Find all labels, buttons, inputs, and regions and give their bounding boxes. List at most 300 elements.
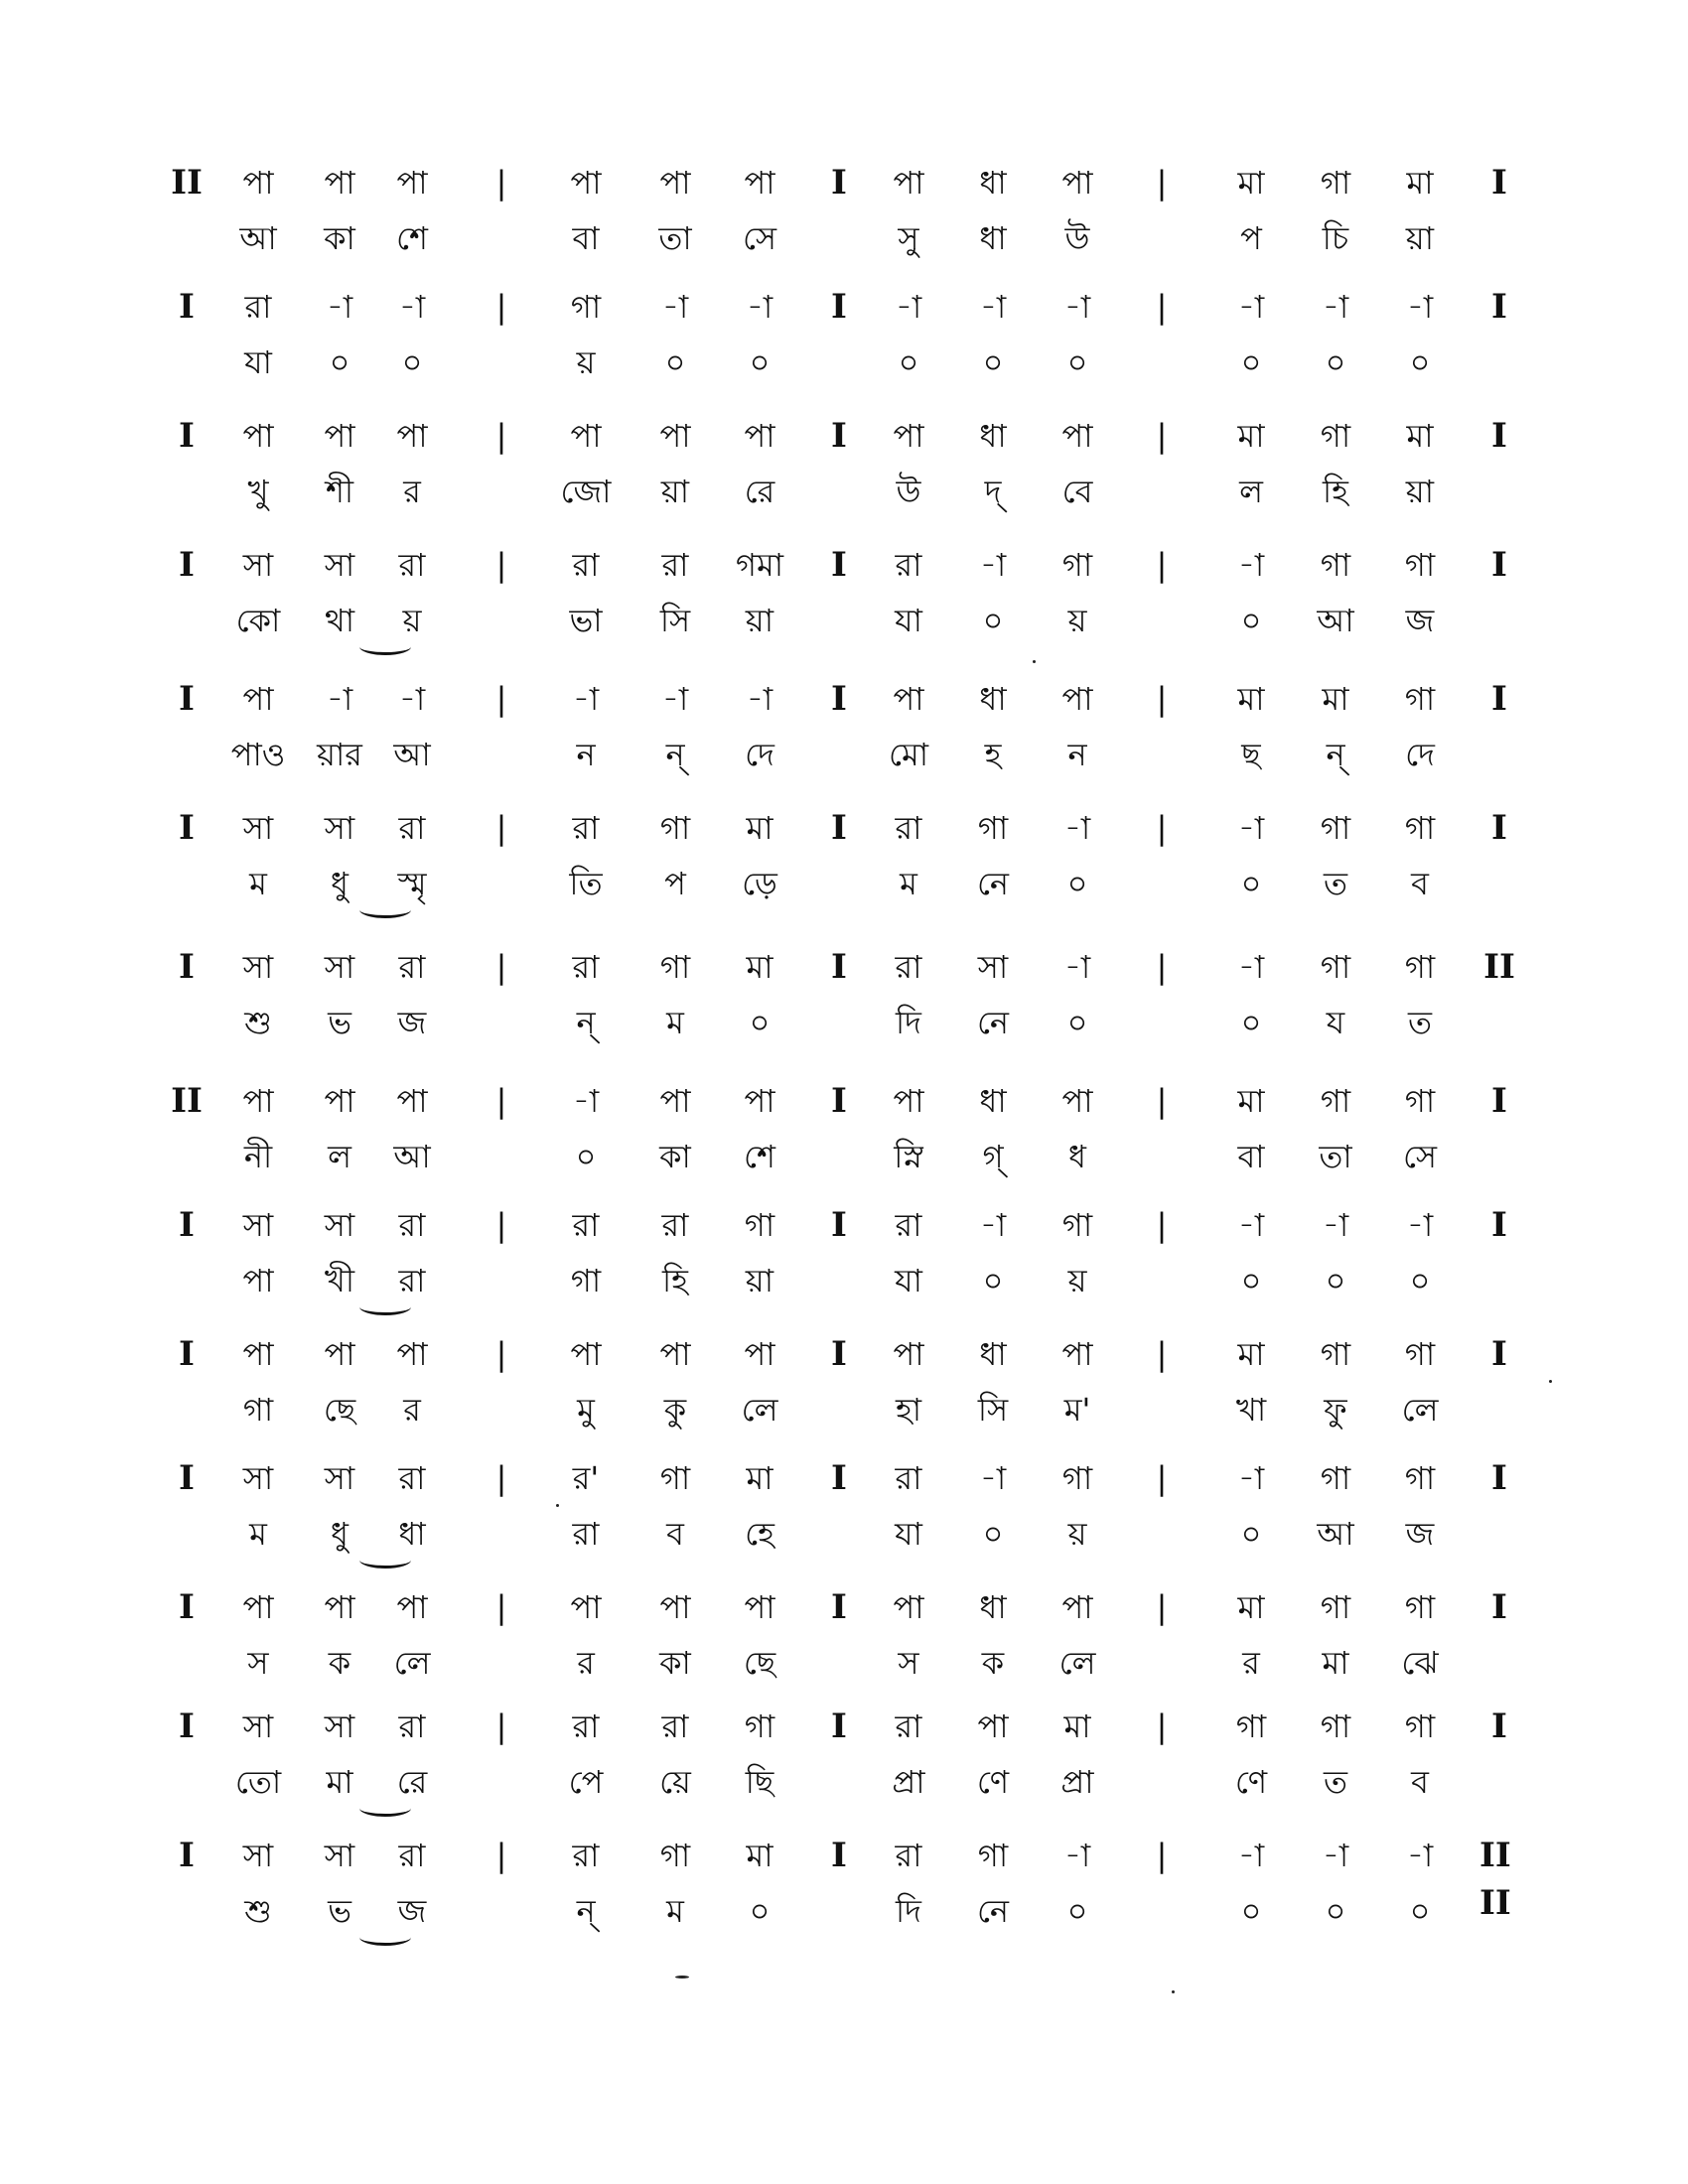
note-cell: মা [746, 809, 774, 847]
note-cell: রা [572, 1707, 600, 1745]
barline: I [831, 947, 847, 987]
note-cell: রা [895, 1206, 922, 1244]
end-barline: I [1491, 416, 1507, 456]
start-barline: I [179, 1706, 195, 1746]
note-cell: রা [572, 1837, 600, 1874]
slur-mark [359, 1800, 411, 1817]
note-cell: সা [242, 546, 274, 584]
barline: | [495, 948, 507, 986]
note-cell: গা [659, 809, 691, 847]
note-cell: -া [1063, 809, 1091, 847]
lyric-syllable: দি [896, 1004, 921, 1041]
end-barline: II II [1479, 1836, 1511, 1923]
notation-row [149, 1583, 1539, 1703]
lyric-syllable: য়ার [317, 736, 362, 773]
note-cell: পা [1061, 1588, 1093, 1626]
lyric-syllable: ধা [398, 1515, 426, 1553]
note-cell: পা [396, 1588, 428, 1626]
note-cell: গা [1061, 1206, 1093, 1244]
swaralipi-line [149, 1832, 1539, 1923]
start-barline: II [171, 1081, 203, 1121]
note-cell: মা [746, 948, 774, 986]
note-cell: পা [893, 417, 924, 455]
lyric-syllable: কা [659, 1644, 691, 1682]
start-barline: I [179, 808, 195, 848]
lyric-syllable: রে [396, 1763, 428, 1801]
notation-row [149, 804, 1539, 923]
note-cell: রা [895, 948, 922, 986]
lyric-syllable: ধু [331, 865, 349, 902]
lyric-syllable: ল [328, 1138, 352, 1175]
note-cell: পা [570, 164, 602, 202]
lyric-syllable: র [1242, 1644, 1260, 1682]
note-cell: গা [1320, 1707, 1351, 1745]
barline: | [1156, 1082, 1168, 1120]
lyric-syllable: প্রা [1060, 1763, 1094, 1801]
lyric-syllable: রে [744, 473, 775, 510]
lyric-syllable: ব [1411, 865, 1429, 902]
lyrics-line [149, 1510, 1539, 1558]
note-cell: গা [744, 1206, 775, 1244]
lyric-syllable: য়ে [659, 1763, 691, 1801]
note-cell: মা [1406, 164, 1434, 202]
slur-mark [359, 1929, 411, 1946]
lyric-syllable: মা [326, 1763, 353, 1801]
note-cell: -া [1237, 1837, 1265, 1874]
lyric-syllable: ০ [749, 343, 771, 381]
lyric-syllable: প্রা [892, 1763, 925, 1801]
note-cell: গা [570, 288, 602, 326]
note-cell: -া [572, 1082, 600, 1120]
lyric-syllable: জ [1405, 1515, 1435, 1553]
lyric-syllable: বে [1061, 473, 1093, 510]
barline: | [495, 1837, 507, 1874]
barline: | [1156, 546, 1168, 584]
note-cell: -া [1237, 948, 1265, 986]
note-cell: রা [398, 948, 426, 986]
end-barline: I [1491, 545, 1507, 585]
lyric-syllable: স [247, 1644, 269, 1682]
barline: I [831, 1081, 847, 1121]
lyric-syllable: ০ [329, 343, 351, 381]
note-cell: গা [1320, 1335, 1351, 1373]
note-cell: -া [398, 288, 426, 326]
note-cell: গা [1404, 948, 1436, 986]
note-cell: পা [1061, 164, 1093, 202]
lyric-syllable: জ [397, 1004, 427, 1041]
lyric-syllable: ০ [664, 343, 686, 381]
note-cell: সা [242, 1707, 274, 1745]
note-cell: রা [661, 1206, 689, 1244]
lyric-syllable: ছে [323, 1391, 356, 1429]
lyric-syllable: হে [745, 1515, 774, 1553]
lyric-syllable: র [577, 1644, 595, 1682]
note-cell: গা [1404, 1082, 1436, 1120]
note-cell: -া [1406, 1206, 1434, 1244]
note-cell: গা [1061, 1459, 1093, 1497]
note-cell: পা [242, 680, 274, 718]
lyric-syllable: ভা [569, 602, 603, 639]
note-cell: রা [398, 1206, 426, 1244]
note-cell: -া [979, 288, 1007, 326]
note-cell: সা [324, 809, 355, 847]
note-cell: র' [572, 1459, 600, 1497]
swaralipi-line [149, 1583, 1539, 1631]
lyric-syllable: ০ [982, 1515, 1004, 1553]
slur-mark [359, 1298, 411, 1315]
swaralipi-line [149, 412, 1539, 460]
barline: | [1156, 809, 1168, 847]
note-cell: -া [326, 288, 353, 326]
start-barline: I [179, 947, 195, 987]
scan-speck [675, 1976, 689, 1979]
barline: | [1156, 1707, 1168, 1745]
lyric-syllable: ন্ [576, 1004, 596, 1041]
lyric-syllable: ত [1323, 1763, 1348, 1801]
note-cell: পা [893, 680, 924, 718]
lyric-syllable: ন [1067, 736, 1087, 773]
lyric-syllable: রা [572, 1515, 600, 1553]
barline: I [831, 1706, 847, 1746]
end-barline: I [1491, 163, 1507, 203]
start-barline: I [179, 416, 195, 456]
lyric-syllable: য় [1067, 1262, 1087, 1299]
lyrics-line [149, 860, 1539, 907]
note-cell: মা [1063, 1707, 1091, 1745]
barline: | [495, 1082, 507, 1120]
note-cell: -া [1322, 288, 1349, 326]
lyric-syllable: সে [742, 219, 777, 257]
barline: | [495, 809, 507, 847]
note-cell: -া [1237, 288, 1265, 326]
notation-row [149, 159, 1539, 278]
note-cell: পা [1061, 1082, 1093, 1120]
note-cell: পা [1061, 417, 1093, 455]
scan-speck [1033, 660, 1036, 663]
lyric-syllable: পাও [230, 736, 286, 773]
end-barline: II [1483, 947, 1515, 987]
barline: | [1156, 1837, 1168, 1874]
lyrics-line [149, 468, 1539, 515]
start-barline: I [179, 1334, 195, 1374]
lyric-syllable: হি [662, 1262, 688, 1299]
note-cell: পা [1061, 1335, 1093, 1373]
lyric-syllable: ধ [1068, 1138, 1086, 1175]
lyric-syllable: ০ [1066, 1004, 1088, 1041]
lyric-syllable: য় [1067, 602, 1087, 639]
lyric-syllable: ০ [1240, 1515, 1262, 1553]
lyric-syllable: ০ [575, 1138, 597, 1175]
note-cell: গমা [735, 546, 784, 584]
lyric-syllable: সি [659, 602, 691, 639]
lyric-syllable: ০ [898, 343, 919, 381]
note-cell: পা [744, 417, 775, 455]
lyric-syllable: আ [393, 736, 431, 773]
note-cell: পা [396, 1335, 428, 1373]
note-cell: -া [1322, 1837, 1349, 1874]
lyric-syllable: শী [325, 473, 354, 510]
lyric-syllable: মু [577, 1391, 595, 1429]
lyric-syllable: মো [888, 736, 929, 773]
note-cell: গা [659, 1459, 691, 1497]
lyric-syllable: ০ [1066, 1892, 1088, 1930]
slur-mark [359, 901, 411, 918]
lyric-syllable: তা [658, 219, 692, 257]
barline: | [495, 1707, 507, 1745]
swaralipi-line [149, 1201, 1539, 1249]
note-cell: গা [744, 1707, 775, 1745]
lyric-syllable: ০ [1066, 865, 1088, 902]
lyrics-line [149, 1257, 1539, 1304]
lyric-syllable: শে [396, 219, 428, 257]
end-barline: I [1491, 808, 1507, 848]
note-cell: মা [746, 1837, 774, 1874]
note-cell: পা [744, 1082, 775, 1120]
lyric-syllable: মা [1322, 1644, 1349, 1682]
note-cell: পা [659, 164, 691, 202]
lyric-syllable: জ [397, 1892, 427, 1930]
lyric-syllable: ছে [743, 1644, 776, 1682]
barline: | [495, 164, 507, 202]
note-cell: পা [744, 164, 775, 202]
note-cell: পা [396, 417, 428, 455]
lyric-syllable: রা [398, 1262, 426, 1299]
lyric-syllable: আ [239, 219, 277, 257]
note-cell: সা [324, 1707, 355, 1745]
scan-speck [556, 1504, 559, 1507]
lyric-syllable: ০ [982, 1262, 1004, 1299]
barline: | [495, 1588, 507, 1626]
note-cell: পা [659, 1082, 691, 1120]
note-cell: পা [242, 417, 274, 455]
note-cell: মা [1237, 680, 1265, 718]
end-barline: I [1491, 679, 1507, 719]
swaralipi-line [149, 1703, 1539, 1750]
barline: | [1156, 417, 1168, 455]
note-cell: গা [659, 1837, 691, 1874]
lyric-syllable: দি [896, 1892, 921, 1930]
note-cell: রা [398, 546, 426, 584]
note-cell: পা [324, 1082, 355, 1120]
note-cell: রা [895, 1707, 922, 1745]
lyric-syllable: গা [242, 1391, 274, 1429]
lyrics-line [149, 999, 1539, 1046]
note-cell: গা [1404, 1459, 1436, 1497]
lyric-syllable: দে [745, 736, 774, 773]
note-cell: মা [1237, 164, 1265, 202]
note-cell: -া [1237, 1459, 1265, 1497]
note-cell: -া [979, 1206, 1007, 1244]
note-cell: সা [242, 1837, 274, 1874]
note-cell: গা [977, 1837, 1009, 1874]
lyric-syllable: য় [576, 343, 596, 381]
note-cell: গা [1404, 546, 1436, 584]
lyric-syllable: যা [895, 1262, 922, 1299]
note-cell: সা [977, 948, 1009, 986]
lyric-syllable: য়া [1405, 219, 1435, 257]
note-cell: মা [1237, 1588, 1265, 1626]
lyric-syllable: গ্ [982, 1138, 1004, 1175]
lyric-syllable: ০ [749, 1004, 771, 1041]
lyric-syllable: স [898, 1644, 919, 1682]
start-barline: I [179, 1587, 195, 1627]
note-cell: গা [1320, 948, 1351, 986]
lyric-syllable: ন্ [665, 736, 685, 773]
lyric-syllable: ব [666, 1515, 684, 1553]
note-cell: রা [398, 1459, 426, 1497]
lyric-syllable: আ [1317, 602, 1354, 639]
note-cell: পা [396, 1082, 428, 1120]
note-cell: রা [572, 948, 600, 986]
note-cell: পা [744, 1335, 775, 1373]
slur-mark [359, 1552, 411, 1569]
swaralipi-line [149, 804, 1539, 852]
lyric-syllable: য়া [745, 602, 774, 639]
note-cell: মা [1322, 680, 1349, 718]
lyric-syllable: খী [324, 1262, 355, 1299]
lyric-syllable: ম [249, 865, 267, 902]
note-cell: পা [242, 1588, 274, 1626]
note-cell: পা [893, 164, 924, 202]
notation-row [149, 283, 1539, 402]
lyrics-line [149, 731, 1539, 778]
notation-row [149, 675, 1539, 794]
note-cell: -া [1063, 948, 1091, 986]
notation-row [149, 1454, 1539, 1573]
swaralipi-line [149, 1330, 1539, 1378]
barline: I [831, 545, 847, 585]
barline: | [1156, 1206, 1168, 1244]
lyric-syllable: ড়ে [742, 865, 777, 902]
note-cell: গা [1235, 1707, 1267, 1745]
note-cell: পা [324, 1588, 355, 1626]
note-cell: -া [398, 680, 426, 718]
lyrics-line [149, 1386, 1539, 1433]
lyric-syllable: কু [663, 1391, 687, 1429]
barline: I [831, 1836, 847, 1875]
lyric-syllable: গা [570, 1262, 602, 1299]
note-cell: পা [324, 417, 355, 455]
lyric-syllable: ত [1323, 865, 1348, 902]
lyric-syllable: লে [741, 1391, 778, 1429]
note-cell: সা [242, 809, 274, 847]
lyric-syllable: ০ [1240, 602, 1262, 639]
note-cell: -া [661, 680, 689, 718]
notation-row [149, 541, 1539, 660]
note-cell: -া [1237, 546, 1265, 584]
start-barline: I [179, 1458, 195, 1498]
lyric-syllable: দে [1405, 736, 1435, 773]
lyric-syllable: য়া [745, 1262, 774, 1299]
barline: I [831, 679, 847, 719]
note-cell: গা [1320, 164, 1351, 202]
end-barline: I [1491, 1706, 1507, 1746]
note-cell: -া [1406, 1837, 1434, 1874]
barline: | [1156, 1588, 1168, 1626]
barline: | [1156, 288, 1168, 326]
note-cell: সা [324, 1459, 355, 1497]
lyric-syllable: ম [666, 1892, 684, 1930]
note-cell: রা [895, 1837, 922, 1874]
barline: | [1156, 680, 1168, 718]
lyric-syllable: ০ [1066, 343, 1088, 381]
note-cell: পা [242, 1335, 274, 1373]
swaralipi-line [149, 1454, 1539, 1502]
lyric-syllable: ঝে [1401, 1644, 1439, 1682]
lyric-syllable: সে [1402, 1138, 1438, 1175]
note-cell: গা [1320, 1459, 1351, 1497]
barline: I [831, 287, 847, 327]
note-cell: সা [242, 1459, 274, 1497]
lyric-syllable: ০ [1409, 1892, 1431, 1930]
note-cell: মা [1237, 1335, 1265, 1373]
lyric-syllable: জো [560, 473, 612, 510]
lyric-syllable: র [403, 473, 421, 510]
lyric-syllable: হা [895, 1391, 922, 1429]
notation-row [149, 1330, 1539, 1449]
lyric-syllable: আ [393, 1138, 431, 1175]
note-cell: পা [659, 417, 691, 455]
end-barline: I [1491, 1081, 1507, 1121]
note-cell: পা [893, 1335, 924, 1373]
lyric-syllable: প [1240, 219, 1262, 257]
note-cell: গা [1404, 680, 1436, 718]
note-cell: সা [324, 1206, 355, 1244]
lyric-syllable: নে [976, 1004, 1010, 1041]
note-cell: পা [242, 164, 274, 202]
note-cell: পা [396, 164, 428, 202]
lyric-syllable: ম [666, 1004, 684, 1041]
lyric-syllable: ভ [328, 1892, 352, 1930]
note-cell: -া [1322, 1206, 1349, 1244]
lyric-syllable: ব [1411, 1763, 1429, 1801]
note-cell: -া [895, 288, 922, 326]
lyric-syllable: শু [244, 1004, 272, 1041]
note-cell: ধা [979, 1082, 1007, 1120]
note-cell: -া [746, 680, 774, 718]
lyric-syllable: লে [393, 1644, 431, 1682]
lyric-syllable: উ [1064, 219, 1090, 257]
notation-row [149, 1832, 1539, 1951]
note-cell: গা [1320, 546, 1351, 584]
lyric-syllable: ক [981, 1644, 1005, 1682]
lyric-syllable: ০ [401, 343, 423, 381]
lyric-syllable: খা [1235, 1391, 1267, 1429]
lyrics-line [149, 1639, 1539, 1687]
lyric-syllable: য়া [1405, 473, 1435, 510]
lyric-syllable: কা [659, 1138, 691, 1175]
lyric-syllable: জ [1405, 602, 1435, 639]
start-barline: I [179, 1205, 195, 1245]
note-cell: ধা [979, 680, 1007, 718]
lyrics-line [149, 339, 1539, 386]
lyric-syllable: য [1326, 1004, 1345, 1041]
note-cell: পা [659, 1335, 691, 1373]
note-cell: পা [570, 417, 602, 455]
lyric-syllable: তা [1319, 1138, 1352, 1175]
note-cell: সা [324, 1837, 355, 1874]
lyric-syllable: ছ [1241, 736, 1261, 773]
note-cell: মা [1237, 417, 1265, 455]
note-cell: গা [1404, 1335, 1436, 1373]
end-barline: I [1491, 1587, 1507, 1627]
note-cell: গা [1320, 1082, 1351, 1120]
lyric-syllable: ০ [1325, 343, 1346, 381]
lyric-syllable: ল [1239, 473, 1263, 510]
lyric-syllable: স্মৃ [397, 865, 427, 902]
swaralipi-line [149, 283, 1539, 331]
notation-row [149, 412, 1539, 531]
